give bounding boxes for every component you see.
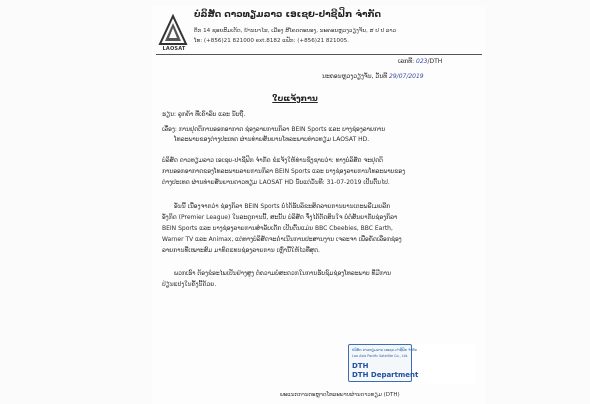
subject-line: ເລື່ອງ: ການຢຸດຕິການອອກອາກາດ ຊ່ອງລາຍການກິລາ BEIN Sports ແລະ ບາງຊ່ອງລາຍການ bbox=[162, 126, 386, 133]
date-label: ນະຄອນຫຼວງວຽງຈັນ, ວັນທີ bbox=[322, 73, 388, 80]
document-title: ໃບແຈ້ງການ bbox=[272, 94, 318, 103]
department-stamp bbox=[348, 344, 419, 382]
recipient-line: ຮຽນ: ລູກຄ້າ ທີ່ເຄົາລົບ ແລະ ນັບຖື. bbox=[162, 111, 246, 118]
document-date bbox=[322, 73, 424, 80]
date-value: 29/07/2019 bbox=[389, 73, 424, 80]
company-address: ຕຶກ 14 ຊອຍສົມເດັດ, ບ້ານນາໄຮ, ເມືອງ ສີໂຄດຕະບອງ, ນະຄອນຫຼວງວຽງຈັນ, ສ ປ ປ ລາວ bbox=[194, 28, 397, 34]
paragraph2-line: Warner TV ແລະ Animax, ແຕ່ທາງບໍລິສັດຈະດຳເນີນການປະສານງານ ເຈລະຈາ ເພື່ອຄັດເລືອກຊ່ອງ bbox=[162, 236, 402, 243]
company-phone: ໂທ: (+856)21 821000 ext.8182 ແຟັກ: (+856)21 821005. bbox=[194, 38, 349, 44]
stamp-department: DTH Department bbox=[352, 371, 419, 379]
signature-line: ພະແນກການຕະຫຼາດໂທລະພາບຜ່ານດາວທຽມ (DTH) bbox=[280, 392, 400, 398]
closing-line: ພວກເຮົາ ຕ້ອງຂໍອະໄພເປັນຢ່າງສູງ ຕໍ່ຄວາມບໍ່ສະດວກໃນການຮັບຊົມຊ່ອງໂທລະພາບ ທີ່ມີການ bbox=[174, 270, 391, 277]
company-name: ບໍລິສັດ ດາວທຽມລາວ ເອເຊຍ-ປາຊີຟິກ ຈຳກັດ bbox=[194, 10, 381, 20]
closing-line: ປ່ຽນແປງໃນຄັ້ງນີ້ດ້ວຍ. bbox=[162, 281, 217, 288]
paragraph2-line: BEIN Sports ແລະ ບາງຊ່ອງລາຍການສຳລັບເດັກ ເປັນຕົ້ນແມ່ນ BBC Cbeebies, BBC Earth, bbox=[162, 225, 393, 232]
logo-text: LAOSAT bbox=[162, 46, 186, 52]
reference-number: ເລກທີ: 023/DTH bbox=[398, 58, 443, 65]
reference-label: ເລກທີ bbox=[398, 58, 413, 65]
paragraph2-line: ອັນນີ້ ເນື່ອງຈາກວ່າ ຊ່ອງກິລາ BEIN Sports ບໍ່ໄດ້ຮັບລິຂະສິດລາຍການບານເຕະພຣີເມຍລີກ bbox=[174, 203, 391, 210]
laosat-logo-icon bbox=[158, 14, 188, 48]
paragraph1-line: ບໍລິສັດ ດາວທຽມລາວ ເອເຊຍ-ປາຊີຟິກ ຈຳກັດ ຂໍແຈ້ງໃຫ້ທ່ານຊົງຊາບວ່າ: ທາງບໍລິສັດ ຈະຢຸດຕິ bbox=[162, 157, 384, 164]
stamp-line: Lao Asia Pacific Satellite Co., Ltd. bbox=[352, 354, 409, 358]
stamp-dth: DTH bbox=[352, 362, 369, 370]
paragraph1-line: ການອອກອາກາດຂອງໂທລະພາບລາຍການກິລາ BEIN Sports ແລະ ບາງຊ່ອງລາຍການໂທລະພາບຂອງ bbox=[162, 168, 406, 175]
stamp-line: ບໍລິສັດ ດາວທຽມລາວ ເອເຊຍ-ປາຊີຟິກ ຈຳກັດ bbox=[352, 348, 418, 352]
reference-value: 023 bbox=[416, 58, 428, 65]
paragraph1-line: ຕ່າງປະເທດ ຜ່ານທ່າຍສັນຍານດາວທຽມ LAOSAT HD ນັບແຕ່ວັນທີ: 31-07-2019 ເປັນຕົ້ນໄປ. bbox=[162, 179, 390, 186]
paragraph2-line: ລາຍການທີ່ເໝາະສົມ ມາທົດແທນຊ່ອງລາຍການ ເຫຼົ່ານີ້ໃຫ້ໄວທີ່ສຸດ. bbox=[162, 247, 320, 254]
paragraph2-line: ອັງກິດ (Premier League) ໃນລະດູການນີ້, ສະນັ້ນ ບໍລິສັດ ຈຶ່ງໄດ້ຕັດສິນໃຈ ບໍ່ຕໍ່ສັນຍາກັບຊ່ອງກິລາ bbox=[162, 214, 398, 221]
header-divider bbox=[156, 54, 482, 55]
reference-suffix: /DTH bbox=[427, 58, 443, 65]
subject-line: ໂທລະພາບຂອງຕ່າງປະເທດ ຜ່ານທ່າຍສັນຍານໂທລະພາບທ່າວທຽມ LAOSAT HD. bbox=[174, 136, 370, 143]
